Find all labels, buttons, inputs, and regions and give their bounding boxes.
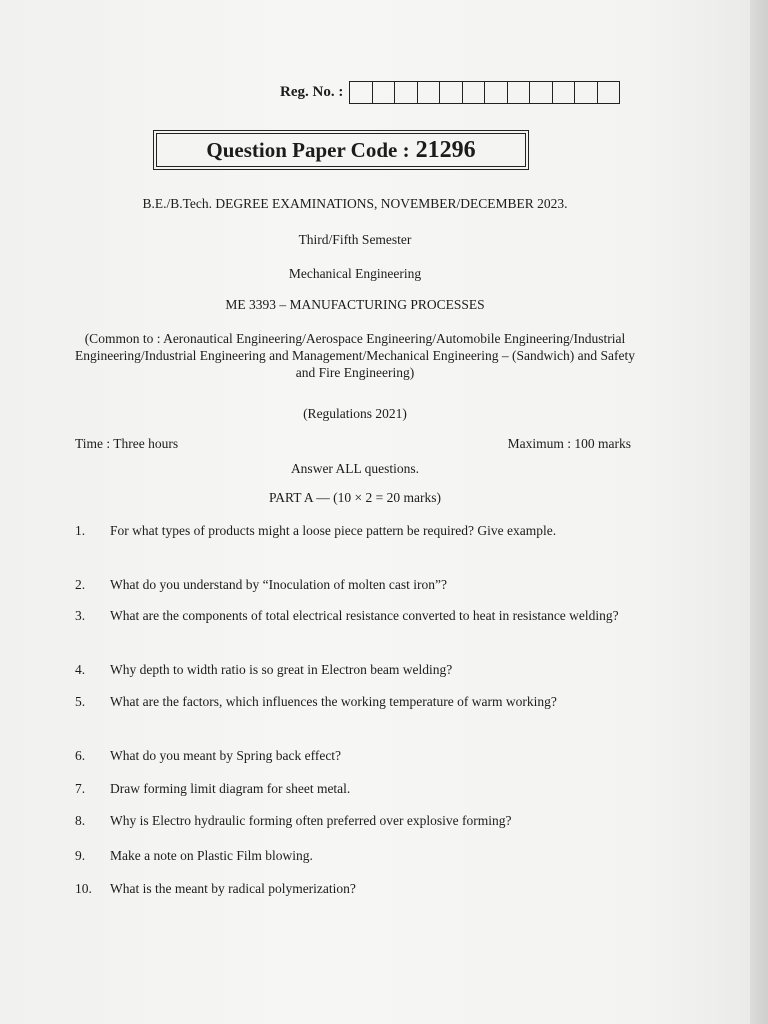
- question-number: 9.: [75, 848, 86, 863]
- reg-digit-box: [598, 82, 620, 103]
- question-item: [75, 747, 635, 765]
- paper-code: 21296: [415, 136, 476, 163]
- question-text: Why is Electro hydraulic forming often preferred over explosive forming?: [110, 813, 512, 828]
- time-label: Time : Three hours: [75, 436, 179, 451]
- question-item: [75, 607, 635, 625]
- reg-digit-box: [350, 82, 373, 103]
- reg-digit-box: [530, 82, 553, 103]
- question-item: [75, 661, 635, 679]
- question-number: 7.: [75, 781, 86, 796]
- regulations-line: (Regulations 2021): [303, 406, 407, 421]
- question-text: What do you understand by “Inoculation of molten cast iron”?: [110, 577, 448, 592]
- question-item: [75, 880, 635, 898]
- question-number: 10.: [75, 881, 92, 896]
- reg-number-label: Reg. No. :: [280, 83, 344, 100]
- paper-code-label: Question Paper Code :: [206, 137, 410, 162]
- question-text: What are the components of total electrical resistance converted to heat in resistance welding?: [110, 608, 619, 623]
- reg-digit-box: [508, 82, 531, 103]
- question-text: For what types of products might a loose piece pattern be required? Give example.: [110, 523, 557, 538]
- part-a-heading: PART A — (10 × 2 = 20 marks): [269, 490, 441, 505]
- question-paper-code-box: [156, 133, 526, 167]
- question-item: [75, 693, 635, 711]
- question-text: What are the factors, which influences the working temperature of warm working?: [110, 694, 557, 709]
- common-to-text: (Common to : Aeronautical Engineering/Aerospace Engineering/Automobile Engineering/Industrial Engineering/Industrial Engineering and Management/Mechanical Engineering – (Sandwich) and Safety and Fire Engineering): [74, 331, 636, 380]
- page-edge: [750, 0, 768, 1024]
- question-item: [75, 576, 635, 594]
- branch-line: Mechanical Engineering: [288, 266, 422, 281]
- reg-digit-box: [575, 82, 598, 103]
- reg-digit-box: [485, 82, 508, 103]
- reg-number-field: [280, 80, 620, 104]
- question-text: What do you meant by Spring back effect?: [110, 748, 342, 763]
- reg-number-boxes: [349, 81, 620, 104]
- question-number: 1.: [75, 523, 86, 538]
- question-item: [75, 812, 635, 830]
- reg-digit-box: [395, 82, 418, 103]
- degree-line: B.E./B.Tech. DEGREE EXAMINATIONS, NOVEMBER/DECEMBER 2023.: [142, 196, 568, 211]
- question-number: 6.: [75, 748, 86, 763]
- semester-line: Third/Fifth Semester: [298, 232, 412, 247]
- max-marks-label: Maximum : 100 marks: [507, 436, 631, 451]
- reg-digit-box: [418, 82, 441, 103]
- question-text: What is the meant by radical polymerization?: [110, 881, 356, 896]
- time-marks-row: [75, 436, 631, 452]
- subject-line: ME 3393 – MANUFACTURING PROCESSES: [225, 297, 485, 312]
- reg-digit-box: [440, 82, 463, 103]
- question-number: 3.: [75, 608, 86, 623]
- question-item: [75, 780, 635, 798]
- reg-digit-box: [373, 82, 396, 103]
- reg-digit-box: [463, 82, 486, 103]
- question-number: 8.: [75, 813, 86, 828]
- question-item: [75, 522, 635, 540]
- question-number: 4.: [75, 662, 86, 677]
- instruction-line: Answer ALL questions.: [290, 461, 420, 476]
- question-number: 5.: [75, 694, 86, 709]
- question-text: Draw forming limit diagram for sheet metal.: [110, 781, 351, 796]
- question-text: Why depth to width ratio is so great in Electron beam welding?: [110, 662, 453, 677]
- question-number: 2.: [75, 577, 86, 592]
- question-text: Make a note on Plastic Film blowing.: [110, 848, 313, 863]
- question-item: [75, 847, 635, 865]
- reg-digit-box: [553, 82, 576, 103]
